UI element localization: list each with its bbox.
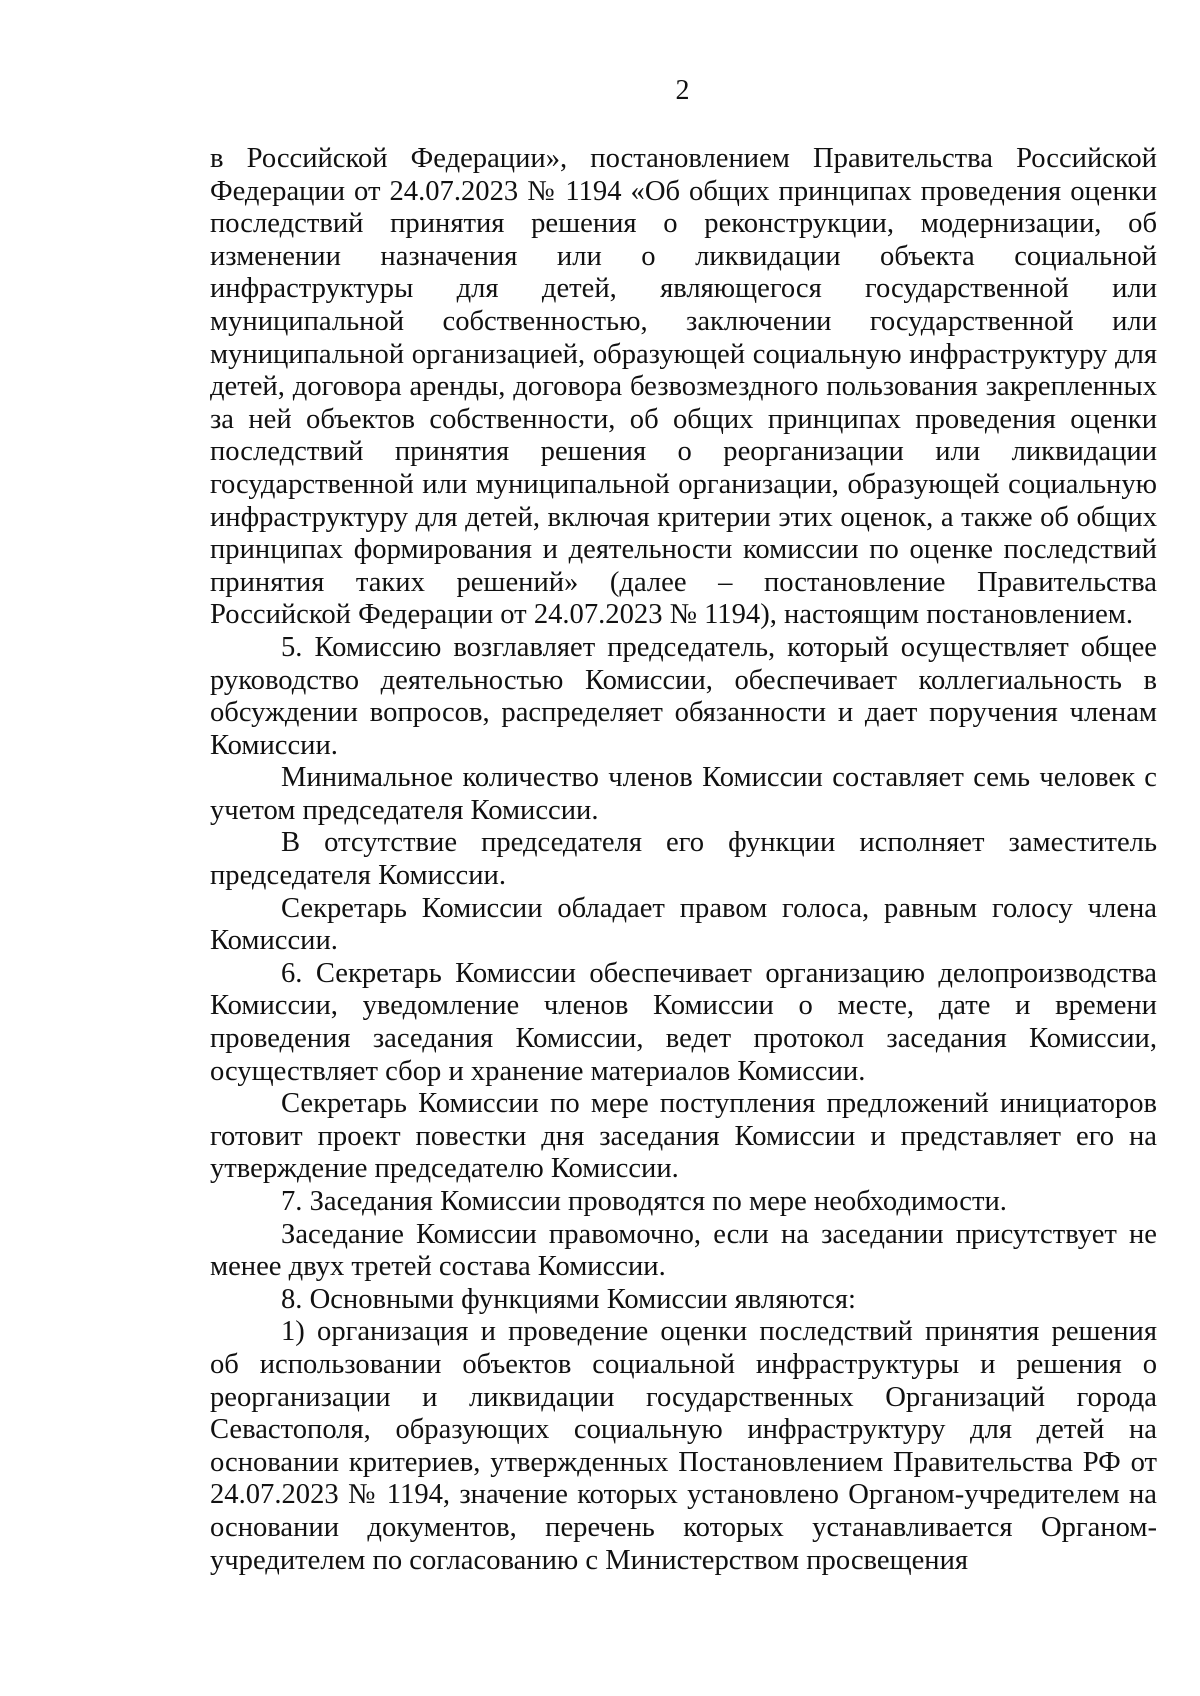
paragraph-subitem-1: 1) организация и проведение оценки последствий принятия решения об использовании объектов социальной инфраструктуры и решения о реорганизации и ликвидации государственных Организаций города Севастополя, образующих социальную инфраструктуру для детей на основании критериев, утвержденных Постановлением Правительства РФ от 24.07.2023 № 1194, значение которых установлено Органом-учредителем на основании документов, перечень которых устанавливается Органом-учредителем по согласованию с Министерством просвещения	[210, 1316, 1157, 1576]
page-number: 2	[675, 75, 690, 106]
paragraph-secretary-vote: Секретарь Комиссии обладает правом голоса, равным голосу члена Комиссии.	[210, 892, 1157, 957]
paragraph-item-5: 5. Комиссию возглавляет председатель, который осуществляет общее руководство деятельностью Комиссии, обеспечивает коллегиальность в обсуждении вопросов, распределяет обязанности и дает поручения членам Комиссии.	[210, 631, 1157, 761]
paragraph-continuation: в Российской Федерации», постановлением Правительства Российской Федерации от 24.07.2023 № 1194 «Об общих принципах проведения оценки последствий принятия решения о реконструкции, модернизации, об изменении назначения или о ликвидации объекта социальной инфраструктуры для детей, являющегося государственной или муниципальной собственностью, заключении государственной или муниципальной организацией, образующей социальную инфраструктуру для детей, договора аренды, договора безвозмездного пользования закрепленных за ней объектов собственности, об общих принципах проведения оценки последствий принятия решения о реорганизации или ликвидации государственной или муниципальной организации, образующей социальную инфраструктуру для детей, включая критерии этих оценок, а также об общих принципах формирования и деятельности комиссии по оценке последствий принятия таких решений» (далее – постановление Правительства Российской Федерации от 24.07.2023 № 1194), настоящим постановлением.	[210, 143, 1157, 631]
paragraph-item-6: 6. Секретарь Комиссии обеспечивает организацию делопроизводства Комиссии, уведомление членов Комиссии о месте, дате и времени проведения заседания Комиссии, ведет протокол заседания Комиссии, осуществляет сбор и хранение материалов Комиссии.	[210, 957, 1157, 1087]
paragraph-item-7: 7. Заседания Комиссии проводятся по мере необходимости.	[281, 1186, 1007, 1217]
paragraph-min-members: Минимальное количество членов Комиссии составляет семь человек с учетом председателя Комиссии.	[210, 762, 1157, 826]
paragraph-quorum: Заседание Комиссии правомочно, если на заседании присутствует не менее двух третей состава Комиссии.	[210, 1218, 1157, 1283]
paragraph-item-8: 8. Основными функциями Комиссии являются:	[281, 1283, 856, 1315]
paragraph-secretary-agenda: Секретарь Комиссии по мере поступления предложений инициаторов готовит проект повестки дня заседания Комиссии и представляет его на утверждение председателю Комиссии.	[210, 1088, 1157, 1185]
document-body	[210, 143, 1157, 1577]
paragraph-chair-absence: В отсутствие председателя его функции исполняет заместитель председателя Комиссии.	[210, 827, 1157, 892]
